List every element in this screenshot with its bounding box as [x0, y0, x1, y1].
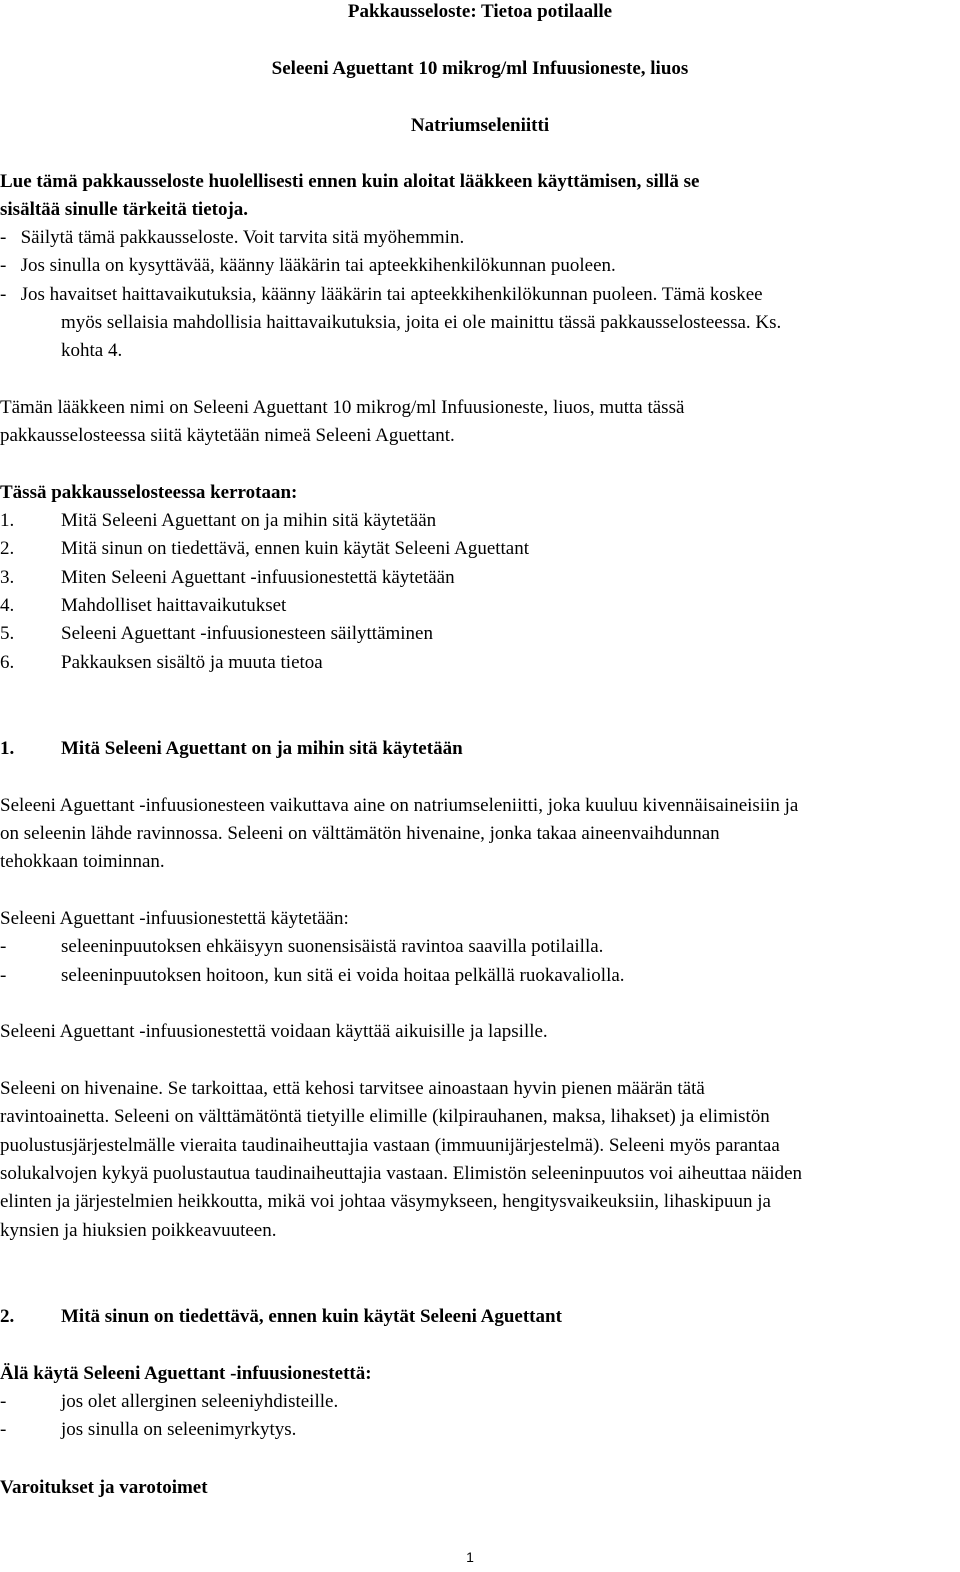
- section-1-paragraph-line: ravintoainetta. Seleeni on välttämätöntä tietyille elimille (kilpirauhanen, maksa, lihakset) ja elimistön: [0, 1106, 770, 1127]
- warnings-heading: Varoitukset ja varotoimet: [0, 1477, 208, 1498]
- do-not-use-item-text: jos sinulla on seleenimyrkytys.: [61, 1419, 297, 1440]
- section-1-paragraph-line: Seleeni Aguettant -infuusionesteen vaikuttava aine on natriumseleniitti, joka kuuluu kivennäisaineisiin ja: [0, 795, 799, 816]
- intro-bullet: - Jos havaitset haittavaikutuksia, käänny lääkärin tai apteekkihenkilökunnan puoleen. Tämä koskee: [0, 284, 763, 305]
- do-not-use-item-text: jos olet allerginen seleeniyhdisteille.: [61, 1391, 339, 1412]
- section-1-paragraph-line: elinten ja järjestelmien heikkoutta, mikä voi johtaa väsymykseen, hengitysvaikeuksiin, lihaskipuun ja: [0, 1191, 771, 1212]
- toc-item-number: 2.: [0, 538, 15, 559]
- active-substance: Natriumseleniitti: [410, 115, 550, 136]
- toc-item-text: Pakkauksen sisältö ja muuta tietoa: [61, 652, 323, 673]
- section-1-paragraph-line: puolustusjärjestelmälle vieraita taudinaiheuttajia vastaan (immuunijärjestelmä). Seleeni myös parantaa: [0, 1135, 780, 1156]
- intro-bullet: - Säilytä tämä pakkausseloste. Voit tarvita sitä myöhemmin.: [0, 227, 465, 248]
- toc-item-number: 3.: [0, 567, 15, 588]
- toc-item-text: Miten Seleeni Aguettant -infuusionestettä käytetään: [61, 567, 455, 588]
- uses-item-text: seleeninpuutoksen ehkäisyyn suonensisäistä ravintoa saavilla potilailla.: [61, 936, 604, 957]
- page-title: Pakkausseloste: Tietoa potilaalle: [347, 1, 613, 22]
- product-name: Seleeni Aguettant 10 mikrog/ml Infuusioneste, liuos: [271, 58, 689, 79]
- list-dash: -: [0, 965, 7, 986]
- list-dash: -: [0, 1391, 7, 1412]
- intro-bullet-continuation: myös sellaisia mahdollisia haittavaikutuksia, joita ei ole mainittu tässä pakkausselosteessa. Ks.: [61, 312, 782, 333]
- list-dash: -: [0, 1419, 7, 1440]
- intro-line: sisältää sinulle tärkeitä tietoja.: [0, 199, 249, 220]
- toc-heading: Tässä pakkausselosteessa kerrotaan:: [0, 482, 298, 503]
- toc-item-text: Mahdolliset haittavaikutukset: [61, 595, 287, 616]
- toc-item-number: 1.: [0, 510, 15, 531]
- section-1-paragraph-line: tehokkaan toiminnan.: [0, 851, 165, 872]
- do-not-use-heading: Älä käytä Seleeni Aguettant -infuusionestettä:: [0, 1363, 372, 1384]
- section-1-paragraph-line: Seleeni on hivenaine. Se tarkoittaa, että kehosi tarvitsee ainoastaan hyvin pienen määrän tätä: [0, 1078, 705, 1099]
- intro-bullet: - Jos sinulla on kysyttävää, käänny lääkärin tai apteekkihenkilökunnan puoleen.: [0, 255, 616, 276]
- toc-item-number: 6.: [0, 652, 15, 673]
- uses-item-text: seleeninpuutoksen hoitoon, kun sitä ei voida hoitaa pelkällä ruokavaliolla.: [61, 965, 625, 986]
- toc-item-number: 4.: [0, 595, 15, 616]
- section-1-paragraph-line: solukalvojen kykyä puolustautua taudinaiheuttajia vastaan. Elimistön seleeninpuutos voi aiheuttaa näiden: [0, 1163, 803, 1184]
- section-1-number: 1.: [0, 738, 15, 759]
- section-1-paragraph-line: kynsien ja hiuksien poikkeavuuteen.: [0, 1220, 277, 1241]
- toc-item-number: 5.: [0, 623, 15, 644]
- name-paragraph-line: Tämän lääkkeen nimi on Seleeni Aguettant 10 mikrog/ml Infuusioneste, liuos, mutta tässä: [0, 397, 685, 418]
- toc-item-text: Seleeni Aguettant -infuusionesteen säilyttäminen: [61, 623, 433, 644]
- uses-intro: Seleeni Aguettant -infuusionestettä käytetään:: [0, 908, 349, 929]
- section-1-paragraph-line: Seleeni Aguettant -infuusionestettä voidaan käyttää aikuisille ja lapsille.: [0, 1021, 548, 1042]
- section-2-number: 2.: [0, 1306, 15, 1327]
- name-paragraph-line: pakkausselosteessa siitä käytetään nimeä Seleeni Aguettant.: [0, 425, 455, 446]
- intro-bullet-continuation: kohta 4.: [61, 340, 123, 361]
- section-2-title: Mitä sinun on tiedettävä, ennen kuin käytät Seleeni Aguettant: [61, 1306, 562, 1327]
- toc-item-text: Mitä Seleeni Aguettant on ja mihin sitä käytetään: [61, 510, 437, 531]
- page-number: 1: [466, 1549, 474, 1565]
- section-1-title: Mitä Seleeni Aguettant on ja mihin sitä käytetään: [61, 738, 463, 759]
- toc-item-text: Mitä sinun on tiedettävä, ennen kuin käytät Seleeni Aguettant: [61, 538, 530, 559]
- list-dash: -: [0, 936, 7, 957]
- intro-line: Lue tämä pakkausseloste huolellisesti ennen kuin aloitat lääkkeen käyttämisen, sillä se: [0, 171, 700, 192]
- section-1-paragraph-line: on seleenin lähde ravinnossa. Seleeni on välttämätön hivenaine, jonka takaa aineenvaihdunnan: [0, 823, 720, 844]
